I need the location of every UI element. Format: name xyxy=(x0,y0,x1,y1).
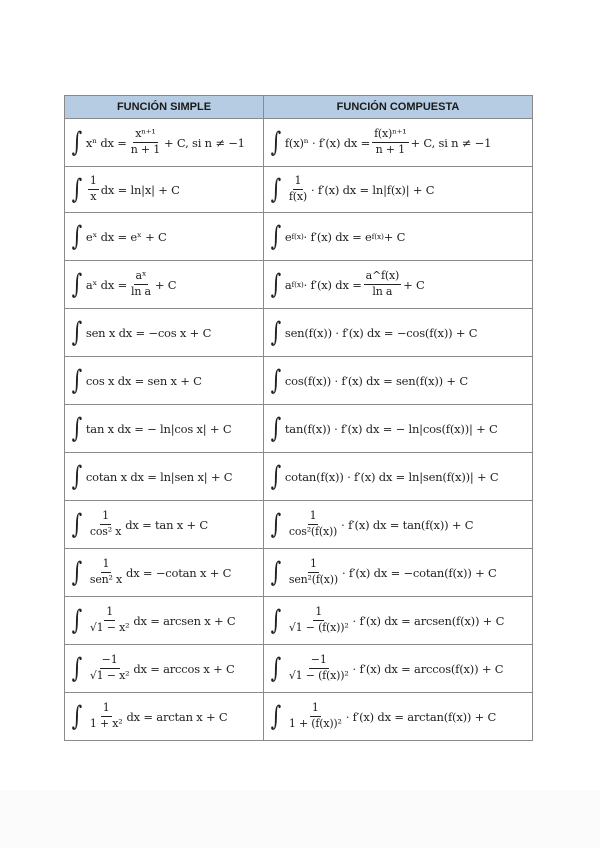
formula: ∫ a f(x) · f′(x) dx = $\frac{a\^{}f(x)}{\text{ln a}}$ + C xyxy=(270,269,425,300)
fraction-denominator: sen²(f(x)) xyxy=(288,573,338,586)
formula-simple xyxy=(65,261,264,309)
formula-text: dx = arcsen x + C xyxy=(133,613,236,628)
fraction-denominator: cos² x xyxy=(89,525,122,538)
integral-sign: ∫ xyxy=(270,557,282,588)
fraction-denominator: x xyxy=(90,190,97,203)
integral-sign: ∫ xyxy=(71,127,83,158)
formula-simple xyxy=(65,597,264,645)
table-row xyxy=(65,167,533,213)
table-row xyxy=(65,549,533,597)
table-header-row xyxy=(65,96,533,119)
integral-sign: ∫ xyxy=(270,174,282,205)
fraction-numerator: 1 xyxy=(310,702,321,717)
fraction-denominator: √1 − x² xyxy=(89,621,130,634)
formula-simple xyxy=(65,549,264,597)
table-row xyxy=(65,309,533,357)
fraction-denominator: n + 1 xyxy=(375,143,405,156)
fraction xyxy=(88,606,131,634)
formula-compuesta xyxy=(264,597,533,645)
integral-sign: ∫ xyxy=(71,701,83,732)
formula xyxy=(69,270,176,298)
formula xyxy=(268,510,473,538)
fraction-numerator: 1 xyxy=(100,510,111,525)
fraction-denominator: √1 − (f(x))² xyxy=(288,669,349,682)
page-bottom-shade xyxy=(0,790,600,848)
fraction-denominator: cos²(f(x)) xyxy=(288,525,338,538)
integral-sign: ∫ xyxy=(71,557,83,588)
formula xyxy=(268,463,499,490)
integral-sign: ∫ xyxy=(270,701,282,732)
formula xyxy=(268,558,497,586)
formula xyxy=(268,702,496,730)
formula-text: + C, si n ≠ −1 xyxy=(164,135,245,150)
formula-simple xyxy=(65,405,264,453)
formula-text: tan(f(x)) · f′(x) dx = − ln|cos(f(x))| + C xyxy=(284,421,498,436)
formula xyxy=(69,319,211,346)
formula-text: dx = ln|x| + C xyxy=(100,182,180,197)
fraction xyxy=(287,510,339,538)
formula-simple xyxy=(65,213,264,261)
integral-sign: ∫ xyxy=(71,509,83,540)
formula-text: sen(f(x)) · f′(x) dx = −cos(f(x)) + C xyxy=(284,325,478,340)
table-row xyxy=(65,501,533,549)
formula-text: sen x dx = −cos x + C xyxy=(85,325,212,340)
integral-sign: ∫ xyxy=(71,605,83,636)
integral-sign: ∫ xyxy=(71,365,83,396)
formula-compuesta xyxy=(264,405,533,453)
formula-text: · f′(x) dx = tan(f(x)) + C xyxy=(341,517,474,532)
fraction xyxy=(364,270,401,298)
formula-text: dx = arctan x + C xyxy=(126,709,228,724)
formula-text: cotan(f(x)) · f′(x) dx = ln|sen(f(x))| + C xyxy=(284,469,499,484)
integral-sign: ∫ xyxy=(270,221,282,252)
formula-compuesta xyxy=(264,261,533,309)
formula-text: xⁿ dx = xyxy=(85,135,127,150)
table-row xyxy=(65,693,533,741)
table-row xyxy=(65,405,533,453)
fraction xyxy=(287,654,351,682)
formula-simple xyxy=(65,119,264,167)
formula-text: + C xyxy=(403,277,425,292)
formula-simple xyxy=(65,453,264,501)
formula xyxy=(268,175,434,203)
fraction-numerator: 1 xyxy=(308,558,319,573)
formula-compuesta xyxy=(264,213,533,261)
table-row xyxy=(65,119,533,167)
fraction-numerator: xⁿ⁺¹ xyxy=(133,128,157,143)
formula xyxy=(69,223,167,250)
formula-text: tan x dx = − ln|cos x| + C xyxy=(85,421,232,436)
formula-text: aˣ dx = xyxy=(85,277,127,292)
formula-text: + C xyxy=(383,229,406,244)
formula-text: dx = −cotan x + C xyxy=(126,565,232,580)
formula xyxy=(69,175,180,203)
formula: ∫ e f(x) · f′(x) dx = e f(x) + C xyxy=(270,221,406,252)
integral-sign: ∫ xyxy=(71,269,83,300)
formula-text: e xyxy=(284,229,292,244)
formula xyxy=(69,415,231,442)
formula-compuesta xyxy=(264,549,533,597)
fraction-numerator: 1 xyxy=(308,510,319,525)
integrals-table xyxy=(64,95,533,741)
formula-text: + C xyxy=(154,277,177,292)
formula-text: dx = arccos x + C xyxy=(133,661,235,676)
fraction xyxy=(372,128,408,156)
fraction-denominator: sen² x xyxy=(89,573,123,586)
formula xyxy=(69,606,236,634)
fraction-denominator: ln a xyxy=(372,285,393,298)
integral-sign: ∫ xyxy=(270,269,282,300)
formula-text: f(x)ⁿ · f′(x) dx = xyxy=(284,135,371,150)
formula xyxy=(69,510,208,538)
formula xyxy=(69,702,227,730)
fraction-denominator: f(x) xyxy=(288,190,307,203)
fraction xyxy=(129,128,162,156)
formula-compuesta xyxy=(264,167,533,213)
formula xyxy=(268,415,498,442)
integral-sign: ∫ xyxy=(71,174,83,205)
fraction-denominator: √1 − (f(x))² xyxy=(288,621,349,634)
table-row xyxy=(65,597,533,645)
fraction-numerator: aˣ xyxy=(134,270,149,285)
formula-text: · f′(x) dx = xyxy=(303,277,362,292)
fraction-numerator: 1 xyxy=(101,558,112,573)
formula-simple xyxy=(65,693,264,741)
fraction-denominator: n + 1 xyxy=(130,143,161,156)
fraction xyxy=(287,175,309,203)
fraction-numerator: a^f(x) xyxy=(364,270,401,285)
formula-text: dx = tan x + C xyxy=(125,517,208,532)
formula-simple xyxy=(65,167,264,213)
table-row xyxy=(65,261,533,309)
integral-sign: ∫ xyxy=(270,653,282,684)
formula-text: · f′(x) dx = ln|f(x)| + C xyxy=(310,182,435,197)
fraction-numerator: −1 xyxy=(309,654,329,669)
header-funcion-compuesta: FUNCIÓN COMPUESTA xyxy=(264,96,533,119)
formula xyxy=(69,367,202,394)
formula-compuesta xyxy=(264,119,533,167)
table-row xyxy=(65,645,533,693)
fraction-denominator: √1 − x² xyxy=(89,669,130,682)
integral-sign: ∫ xyxy=(71,221,83,252)
integral-sign: ∫ xyxy=(270,413,282,444)
formula-text: cos(f(x)) · f′(x) dx = sen(f(x)) + C xyxy=(284,373,468,388)
formula-compuesta xyxy=(264,693,533,741)
fraction xyxy=(88,558,124,586)
integral-sign: ∫ xyxy=(270,365,282,396)
fraction-numerator: f(x)ⁿ⁺¹ xyxy=(372,128,408,143)
integral-sign: ∫ xyxy=(71,317,83,348)
formula-simple xyxy=(65,357,264,405)
header-funcion-simple: FUNCIÓN SIMPLE xyxy=(65,96,264,119)
fraction xyxy=(287,558,340,586)
fraction xyxy=(88,510,123,538)
formula-simple xyxy=(65,645,264,693)
formula xyxy=(69,558,231,586)
formula-text: · f′(x) dx = e xyxy=(303,229,372,244)
formula-simple xyxy=(65,501,264,549)
formula xyxy=(268,654,503,682)
formula-text: · f′(x) dx = arctan(f(x)) + C xyxy=(345,709,497,724)
formula-compuesta xyxy=(264,309,533,357)
formula-text: cos x dx = sen x + C xyxy=(85,373,202,388)
fraction-numerator: 1 xyxy=(104,606,115,621)
table-row xyxy=(65,213,533,261)
formula-text: · f′(x) dx = arcsen(f(x)) + C xyxy=(352,613,505,628)
fraction-denominator: 1 + x² xyxy=(89,717,123,730)
formula xyxy=(268,367,468,394)
integral-sign: ∫ xyxy=(270,127,282,158)
fraction-denominator: 1 + (f(x))² xyxy=(288,717,342,730)
formula xyxy=(268,606,504,634)
formula-compuesta xyxy=(264,453,533,501)
fraction-numerator: 1 xyxy=(88,175,99,190)
formula xyxy=(69,654,235,682)
formula-text: · f′(x) dx = −cotan(f(x)) + C xyxy=(341,565,497,580)
integral-sign: ∫ xyxy=(71,461,83,492)
fraction xyxy=(88,702,125,730)
formula-text: + C, si n ≠ −1 xyxy=(410,135,492,150)
formula xyxy=(69,463,232,490)
fraction-numerator: −1 xyxy=(100,654,120,669)
fraction xyxy=(287,702,344,730)
integral-sign: ∫ xyxy=(270,509,282,540)
formula-compuesta xyxy=(264,501,533,549)
formula xyxy=(69,128,245,156)
fraction xyxy=(129,270,153,298)
table-row xyxy=(65,357,533,405)
integral-sign: ∫ xyxy=(270,317,282,348)
integral-sign: ∫ xyxy=(71,653,83,684)
formula-simple xyxy=(65,309,264,357)
integral-sign: ∫ xyxy=(71,413,83,444)
fraction xyxy=(287,606,351,634)
formula xyxy=(268,128,491,156)
formula-compuesta xyxy=(264,645,533,693)
integral-sign: ∫ xyxy=(270,461,282,492)
formula xyxy=(268,319,477,346)
formula-text: cotan x dx = ln|sen x| + C xyxy=(85,469,233,484)
fraction-numerator: 1 xyxy=(293,175,304,190)
fraction-numerator: 1 xyxy=(313,606,324,621)
fraction-numerator: 1 xyxy=(101,702,112,717)
integral-sign: ∫ xyxy=(270,605,282,636)
formula-text: · f′(x) dx = arccos(f(x)) + C xyxy=(352,661,504,676)
formula-text: eˣ dx = eˣ + C xyxy=(85,229,167,244)
fraction-denominator: ln a xyxy=(131,285,151,298)
fraction xyxy=(88,654,131,682)
fraction xyxy=(88,175,99,203)
formula-text: a xyxy=(284,277,292,292)
formula-compuesta xyxy=(264,357,533,405)
table-row xyxy=(65,453,533,501)
